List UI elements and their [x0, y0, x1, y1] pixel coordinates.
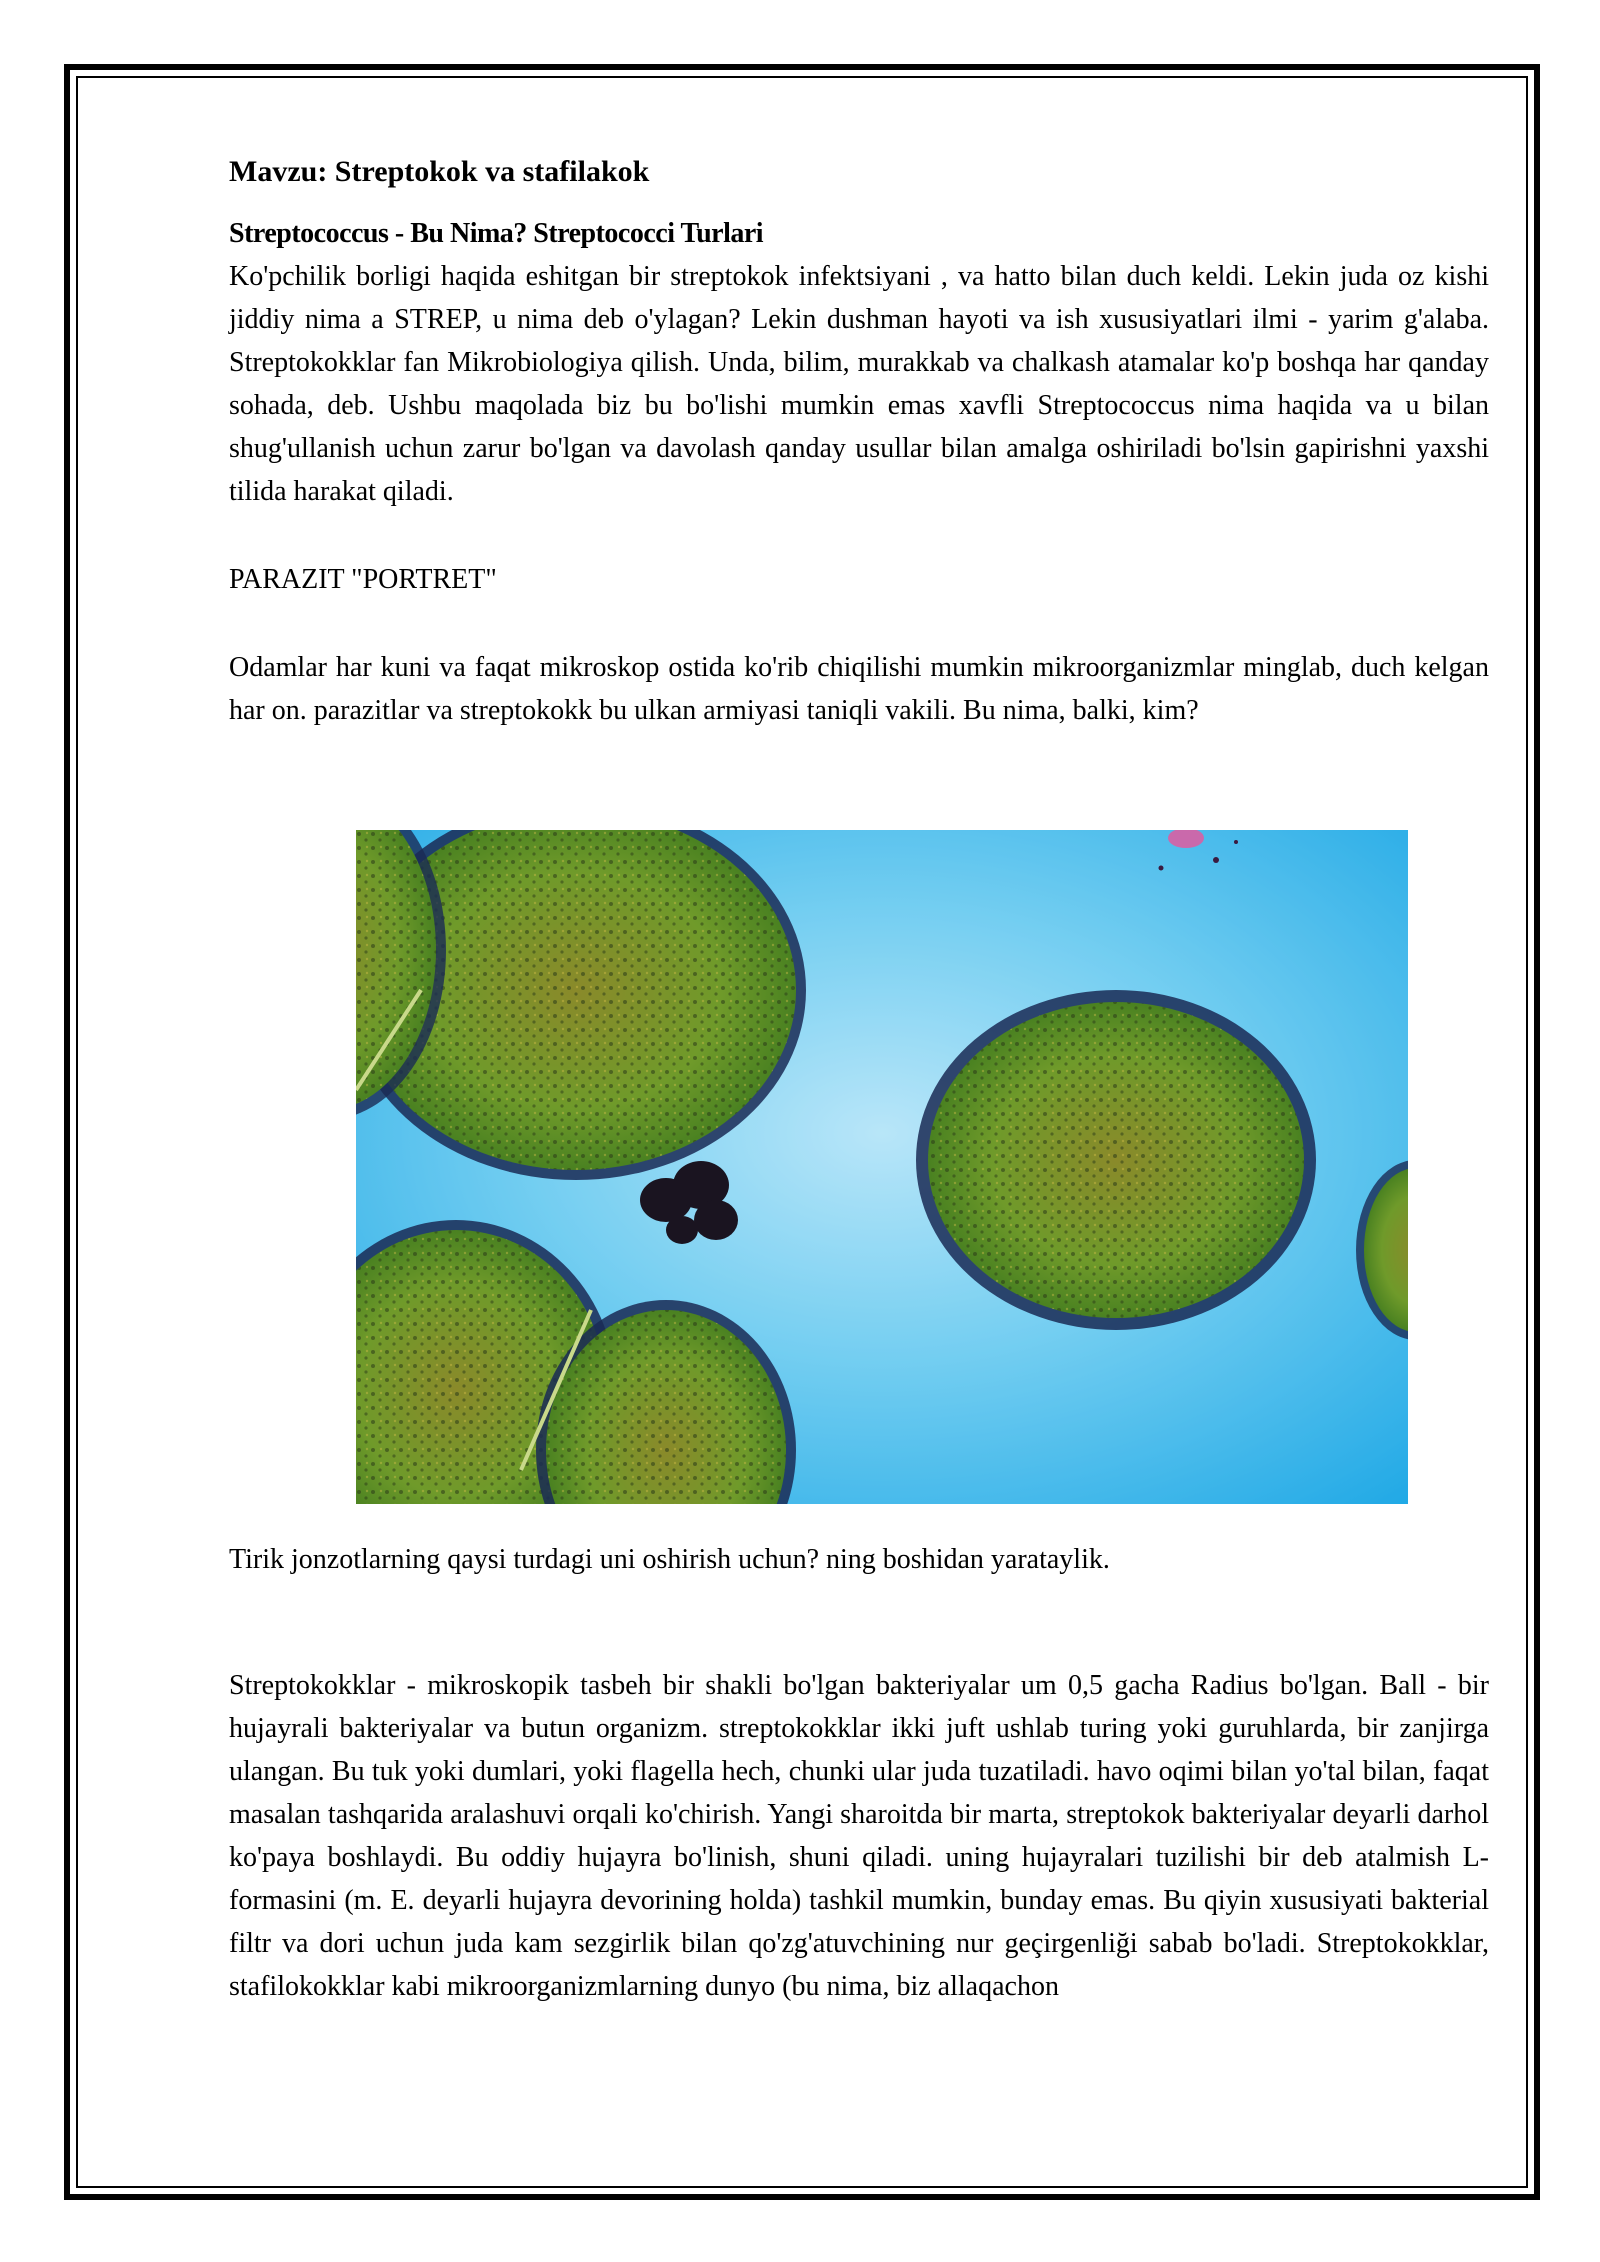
image-caption: Tirik jonzotlarning qaysi turdagi uni oshirish uchun? ning boshidan yarataylik.	[229, 1544, 1110, 1575]
section-paragraph: Odamlar har kuni va faqat mikroskop ostida ko'rib chiqilishi mumkin mikroorganizmlar minglab, duch kelgan har on. parazitlar va streptokokk bu ulkan armiyasi taniqli vakili. Bu nima, balki, kim?	[229, 652, 1489, 726]
document-title: Mavzu: Streptokok va stafilakok	[229, 155, 650, 188]
document-body	[229, 150, 1489, 732]
closing-paragraph: Streptokokklar - mikroskopik tasbeh bir shakli bo'lgan bakteriyalar um 0,5 gacha Radius bo'lgan. Ball - bir hujayrali bakteriyalar va butun organizm. streptokokklar ikki juft ushlab turing yoki guruhlarda, bir zanjirga ulangan. Bu tuk yoki dumlari, yoki flagella hech, chunki ular juda tuzatiladi. havo oqimi bilan yo'tal bilan, faqat masalan tashqarida aralashuvi orqali ko'chirish. Yangi sharoitda bir marta, streptokok bakteriyalar deyarli darhol ko'paya boshlaydi. Bu oddiy hujayra bo'linish, shuni qiladi. uning hujayralari tuzilishi bir deb atalmish L-formasini (m. E. deyarli hujayra devorining holda) tashkil mumkin, bunday emas. Bu qiyin xususiyati bakterial filtr va dori uchun juda kam sezgirlik bilan qo'zg'atuvchining nur geçirgenliği sabab bo'ladi. Streptokokklar, stafilokokklar kabi mikroorganizmlarning dunyo (bu nima, biz allaqachon	[229, 1670, 1489, 2002]
document-subtitle: Streptococcus - Bu Nima? Streptococci Turlari	[229, 218, 764, 249]
section-heading: PARAZIT "PORTRET"	[229, 564, 497, 595]
intro-paragraph: Ko'pchilik borligi haqida eshitgan bir streptokok infektsiyani , va hatto bilan duch keldi. Lekin juda oz kishi jiddiy nima a STREP, u nima deb o'ylagan? Lekin dushman hayoti va ish xususiyatlari ilmi - yarim g'alaba. Streptokokklar fan Mikrobiologiya qilish. Unda, bilim, murakkab va chalkash atamalar ko'p boshqa har qanday sohada, deb. Ushbu maqolada biz bu bo'lishi mumkin emas xavfli Streptococcus nima haqida va u bilan shug'ullanish uchun zarur bo'lgan va davolash qanday usullar bilan amalga oshiriladi bo'lsin gapirishni yaxshi tilida harakat qiladi.	[229, 261, 1489, 507]
streptococcus-micrograph-image	[356, 830, 1408, 1504]
